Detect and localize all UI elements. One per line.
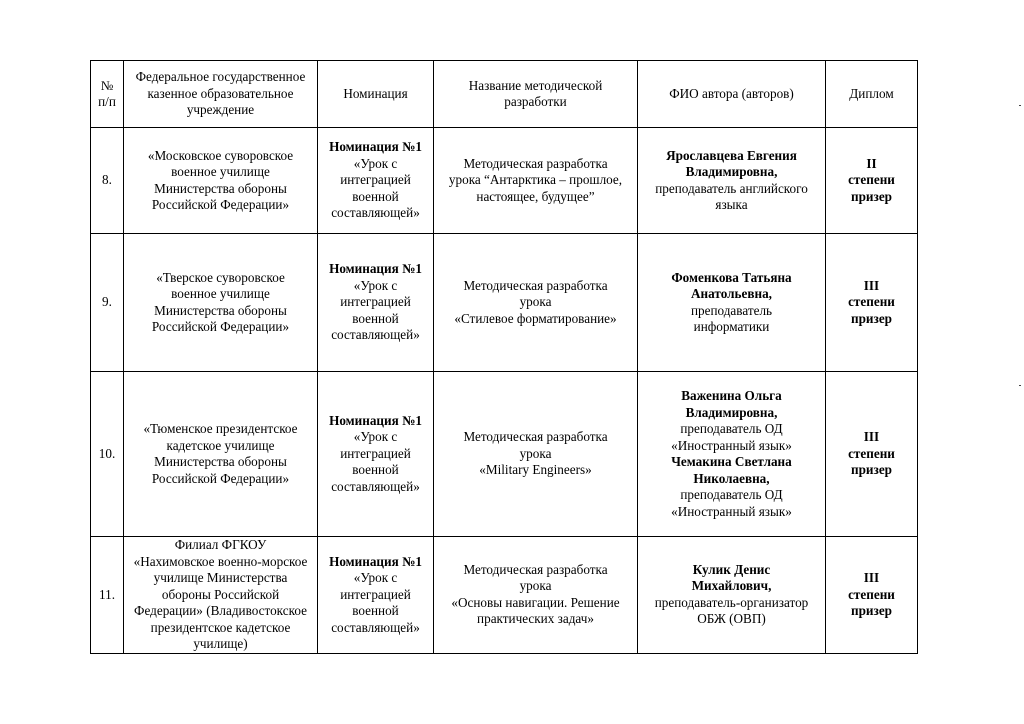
nomination-cell — [318, 234, 434, 372]
nomination-line: военной — [352, 310, 399, 326]
diploma-cell — [826, 372, 918, 537]
author-role-line: «Иностранный язык» — [671, 437, 792, 453]
header-line: ФИО автора (авторов) — [669, 85, 794, 101]
nomination-line: интеграцией — [340, 586, 411, 602]
author-role-line: преподаватель английского — [655, 180, 808, 196]
institution-line: Филиал ФГКОУ — [174, 537, 267, 552]
work-title-cell — [434, 128, 638, 234]
author-cell — [638, 128, 826, 234]
work-title-line: «Стилевое форматирование» — [454, 310, 617, 326]
diploma-line: степени — [848, 172, 895, 188]
table-row — [91, 234, 918, 372]
author-name-line: Ярославцева Евгения — [666, 147, 797, 163]
diploma-line: призер — [850, 603, 893, 618]
author-name-line: Чемакина Светлана — [671, 454, 792, 469]
header-title — [434, 61, 638, 128]
author-role-line: информатики — [693, 319, 770, 334]
institution-line: Российской Федерации» — [151, 197, 290, 212]
institution-cell — [124, 234, 318, 372]
institution-cell — [124, 372, 318, 537]
nomination-line: военной — [352, 188, 399, 204]
diploma-line: призер — [850, 310, 893, 326]
institution-line: президентское кадетское — [150, 619, 291, 635]
nomination-line: интеграцией — [340, 172, 411, 188]
diploma-line: III — [863, 277, 880, 293]
author-name-line: Важенина Ольга — [681, 388, 782, 403]
row-number: 8. — [102, 172, 112, 188]
table-row — [91, 537, 918, 654]
work-title-line: урока “Антарктика – прошлое, — [448, 172, 623, 188]
work-title-line: Методическая разработка — [463, 429, 608, 445]
author-cell — [638, 372, 826, 537]
institution-line: Министерства обороны — [154, 302, 287, 318]
work-title-cell — [434, 372, 638, 537]
author-name-line: Михайлович, — [691, 578, 772, 594]
work-title-line: Методическая разработка — [463, 277, 608, 293]
table-body — [91, 61, 918, 654]
institution-line: «Тюменское президентское — [143, 421, 298, 436]
header-line: Федеральное государственное — [135, 69, 306, 85]
diploma-line: II — [866, 155, 877, 171]
institution-line: «Тверское суворовское — [156, 269, 285, 285]
page-edge-mark — [1019, 105, 1021, 106]
header-diploma — [826, 61, 918, 128]
institution-line: «Нахимовское военно-морское — [133, 553, 308, 569]
header-institution — [124, 61, 318, 128]
author-name-line: Николаевна, — [693, 470, 770, 486]
row-number-cell — [91, 537, 124, 654]
header-line: учреждение — [186, 102, 255, 118]
institution-line: училище Министерства — [153, 570, 288, 585]
institution-line: училище) — [193, 636, 248, 651]
institution-line: обороны Российской — [161, 586, 280, 602]
nomination-cell — [318, 537, 434, 654]
diploma-line: призер — [850, 462, 893, 478]
table-row — [91, 128, 918, 234]
diploma-line: степени — [848, 586, 895, 602]
nomination-line: военной — [352, 462, 399, 478]
institution-line: Министерства обороны — [154, 180, 287, 196]
diploma-line: призер — [850, 188, 893, 204]
row-number: 10. — [98, 445, 116, 461]
header-line: № — [100, 77, 114, 93]
nomination-line: составляющей» — [331, 619, 420, 635]
institution-cell — [124, 537, 318, 654]
header-line: п/п — [98, 94, 116, 109]
work-title-cell — [434, 234, 638, 372]
institution-line: Российской Федерации» — [151, 470, 290, 486]
author-role-line: языка — [715, 197, 748, 212]
institution-line: военное училище — [171, 286, 270, 301]
work-title-cell — [434, 537, 638, 654]
row-number-cell — [91, 128, 124, 234]
diploma-cell — [826, 234, 918, 372]
nomination-cell — [318, 128, 434, 234]
header-row — [91, 61, 918, 128]
nomination-line: «Урок с — [353, 277, 398, 293]
work-title-line: «Military Engineers» — [479, 462, 592, 478]
header-nomination — [318, 61, 434, 128]
nomination-line: составляющей» — [331, 205, 420, 221]
nomination-cell — [318, 372, 434, 537]
header-line: Диплом — [849, 85, 894, 101]
work-title-line: практических задач» — [477, 611, 594, 627]
work-title-line: урока — [519, 445, 552, 461]
nomination-line: интеграцией — [340, 445, 411, 461]
author-role-line: преподаватель ОД — [680, 421, 783, 436]
diploma-line: степени — [848, 445, 895, 461]
nomination-line: интеграцией — [340, 294, 411, 310]
diploma-line: III — [863, 429, 880, 445]
nomination-title: Номинация №1 — [329, 261, 422, 277]
header-author — [638, 61, 826, 128]
institution-line: «Московское суворовское — [147, 147, 294, 163]
nomination-title: Номинация №1 — [329, 412, 422, 428]
nomination-title: Номинация №1 — [329, 139, 422, 155]
header-line: Название методической — [468, 77, 603, 93]
author-name-line: Владимировна, — [685, 164, 778, 179]
author-cell — [638, 537, 826, 654]
diploma-line: III — [863, 570, 880, 585]
results-table — [90, 60, 918, 654]
diploma-line: степени — [848, 294, 895, 310]
header-num — [91, 61, 124, 128]
author-name-line: Анатольевна, — [691, 286, 772, 301]
diploma-cell — [826, 537, 918, 654]
work-title-line: настоящее, будущее” — [476, 188, 595, 204]
author-role-line: ОБЖ (ОВП) — [697, 611, 766, 627]
author-name-line: Кулик Денис — [692, 561, 771, 577]
page-edge-mark — [1019, 385, 1021, 386]
row-number-cell — [91, 234, 124, 372]
work-title-line: Методическая разработка — [463, 561, 608, 577]
header-line: Номинация — [343, 85, 408, 101]
nomination-line: составляющей» — [331, 478, 420, 494]
institution-line: Федерации» (Владивостокское — [134, 603, 307, 618]
author-role-line: преподаватель ОД — [680, 487, 783, 502]
nomination-line: «Урок с — [353, 155, 398, 171]
institution-line: кадетское училище — [166, 437, 275, 453]
author-name-line: Фоменкова Татьяна — [671, 269, 792, 285]
nomination-title: Номинация №1 — [329, 553, 422, 569]
nomination-line: «Урок с — [353, 570, 398, 585]
work-title-line: урока — [519, 578, 552, 594]
header-line: казенное образовательное — [147, 85, 294, 101]
author-cell — [638, 234, 826, 372]
diploma-cell — [826, 128, 918, 234]
author-role-line: преподаватель-организатор — [654, 594, 809, 610]
nomination-line: военной — [352, 603, 399, 618]
author-role-line: «Иностранный язык» — [671, 503, 792, 519]
work-title-line: урока — [519, 294, 552, 310]
institution-line: военное училище — [171, 164, 270, 179]
work-title-line: Методическая разработка — [463, 155, 608, 171]
nomination-line: «Урок с — [353, 429, 398, 445]
row-number: 11. — [99, 586, 115, 602]
institution-line: Российской Федерации» — [151, 319, 290, 334]
institution-line: Министерства обороны — [154, 454, 287, 469]
header-line: разработки — [504, 94, 567, 109]
row-number: 9. — [102, 294, 112, 310]
author-name-line: Владимировна, — [685, 404, 778, 420]
author-role-line: преподаватель — [690, 302, 773, 318]
nomination-line: составляющей» — [331, 327, 420, 343]
institution-cell — [124, 128, 318, 234]
row-number-cell — [91, 372, 124, 537]
work-title-line: «Основы навигации. Решение — [451, 594, 620, 610]
table-row — [91, 372, 918, 537]
